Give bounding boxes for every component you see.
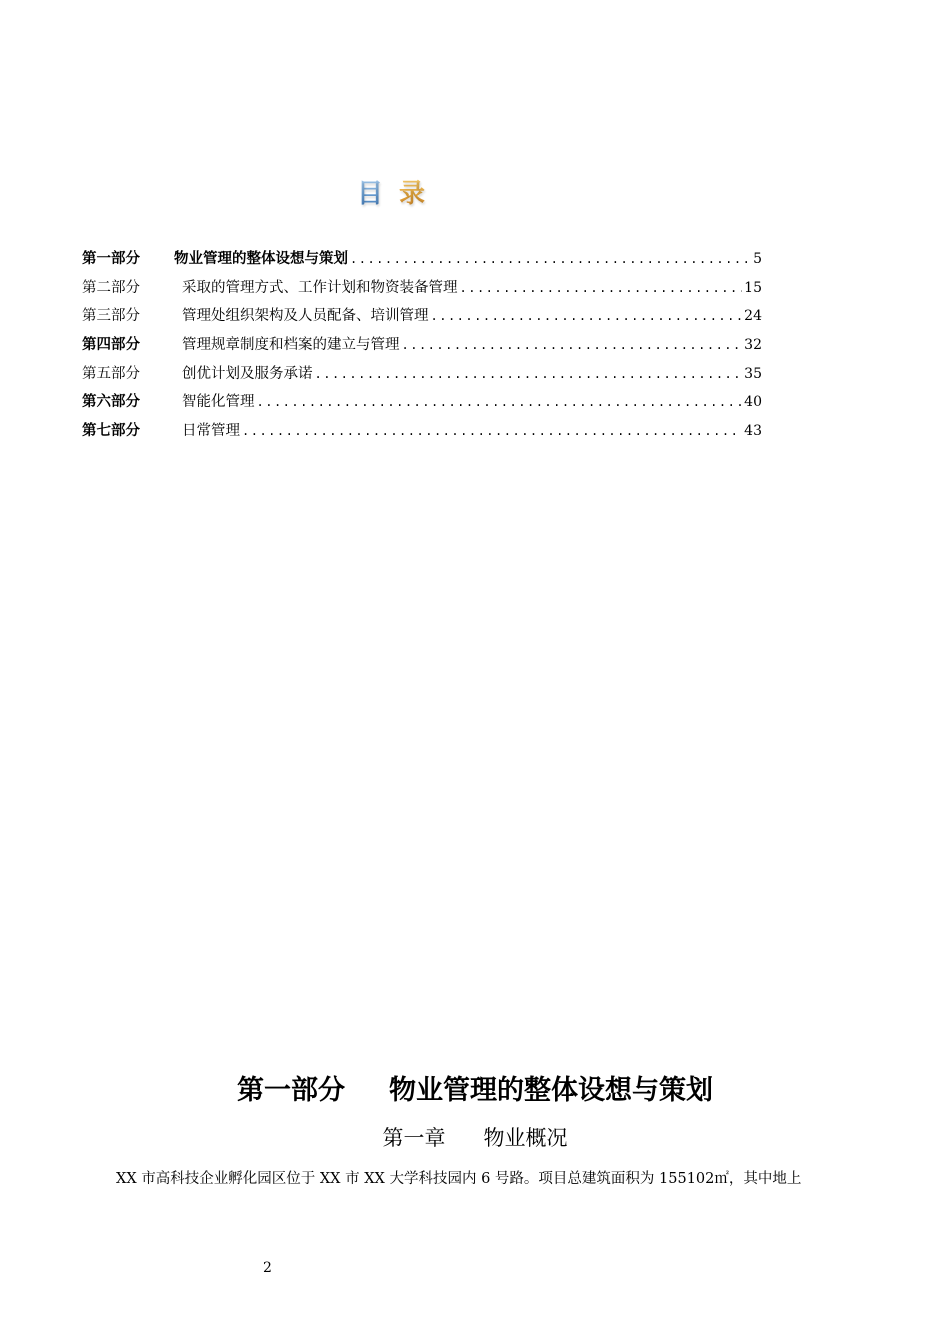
toc-leader-dots	[242, 424, 742, 438]
toc-entry-title: 日常管理	[182, 423, 240, 440]
toc-entry[interactable]	[82, 333, 762, 362]
toc-entry-title: 智能化管理	[182, 394, 255, 411]
toc-leader-dots	[315, 367, 743, 381]
toc-entry[interactable]	[82, 419, 762, 448]
toc-entry-page: 5	[753, 251, 762, 267]
table-of-contents	[82, 247, 762, 448]
toc-entry[interactable]	[82, 276, 762, 305]
part-heading-number: 第一部分	[237, 1075, 345, 1106]
toc-entry-part: 第四部分	[82, 337, 140, 354]
page-number: 2	[263, 1260, 272, 1276]
toc-entry[interactable]	[82, 390, 762, 419]
toc-entry-page: 32	[744, 337, 762, 354]
part-heading-title: 物业管理的整体设想与策划	[389, 1075, 713, 1106]
toc-leader-dots	[431, 309, 743, 323]
toc-entry-page: 35	[744, 365, 762, 382]
toc-entry-part: 第七部分	[82, 423, 140, 440]
toc-leader-dots	[460, 281, 743, 295]
toc-entry-title: 管理处组织架构及人员配备、培训管理	[182, 308, 429, 325]
toc-heading-char-1: 目	[357, 173, 385, 210]
part-heading	[0, 1068, 950, 1107]
body-paragraph: XX 市高科技企业孵化园区位于 XX 市 XX 大学科技园内 6 号路。项目总建筑面积为 155102㎡，其中地上	[116, 1171, 802, 1187]
toc-entry-part: 第五部分	[82, 365, 140, 382]
toc-entry[interactable]	[82, 362, 762, 391]
toc-entry-title: 创优计划及服务承诺	[182, 365, 313, 382]
toc-leader-dots	[350, 252, 751, 266]
toc-entry-page: 40	[744, 394, 762, 411]
toc-entry[interactable]	[82, 247, 762, 276]
chapter-heading-title: 物业概况	[483, 1126, 568, 1150]
toc-heading	[357, 174, 427, 208]
toc-entry-part: 第一部分	[82, 251, 140, 267]
toc-entry-page: 24	[744, 308, 762, 325]
toc-entry-title: 物业管理的整体设想与策划	[174, 251, 348, 267]
toc-heading-char-2: 录	[399, 173, 427, 210]
toc-entry-part: 第六部分	[82, 394, 140, 411]
toc-entry-page: 15	[744, 279, 762, 296]
toc-entry-page: 43	[744, 423, 762, 440]
toc-entry-part: 第三部分	[82, 308, 140, 325]
chapter-heading-number: 第一章	[382, 1126, 446, 1150]
chapter-heading	[0, 1122, 950, 1152]
toc-entry-part: 第二部分	[82, 279, 140, 296]
toc-entry-title: 管理规章制度和档案的建立与管理	[182, 337, 400, 354]
toc-entry-title: 采取的管理方式、工作计划和物资装备管理	[182, 279, 458, 296]
toc-leader-dots	[402, 338, 743, 352]
toc-entry[interactable]	[82, 304, 762, 333]
toc-leader-dots	[257, 395, 743, 409]
